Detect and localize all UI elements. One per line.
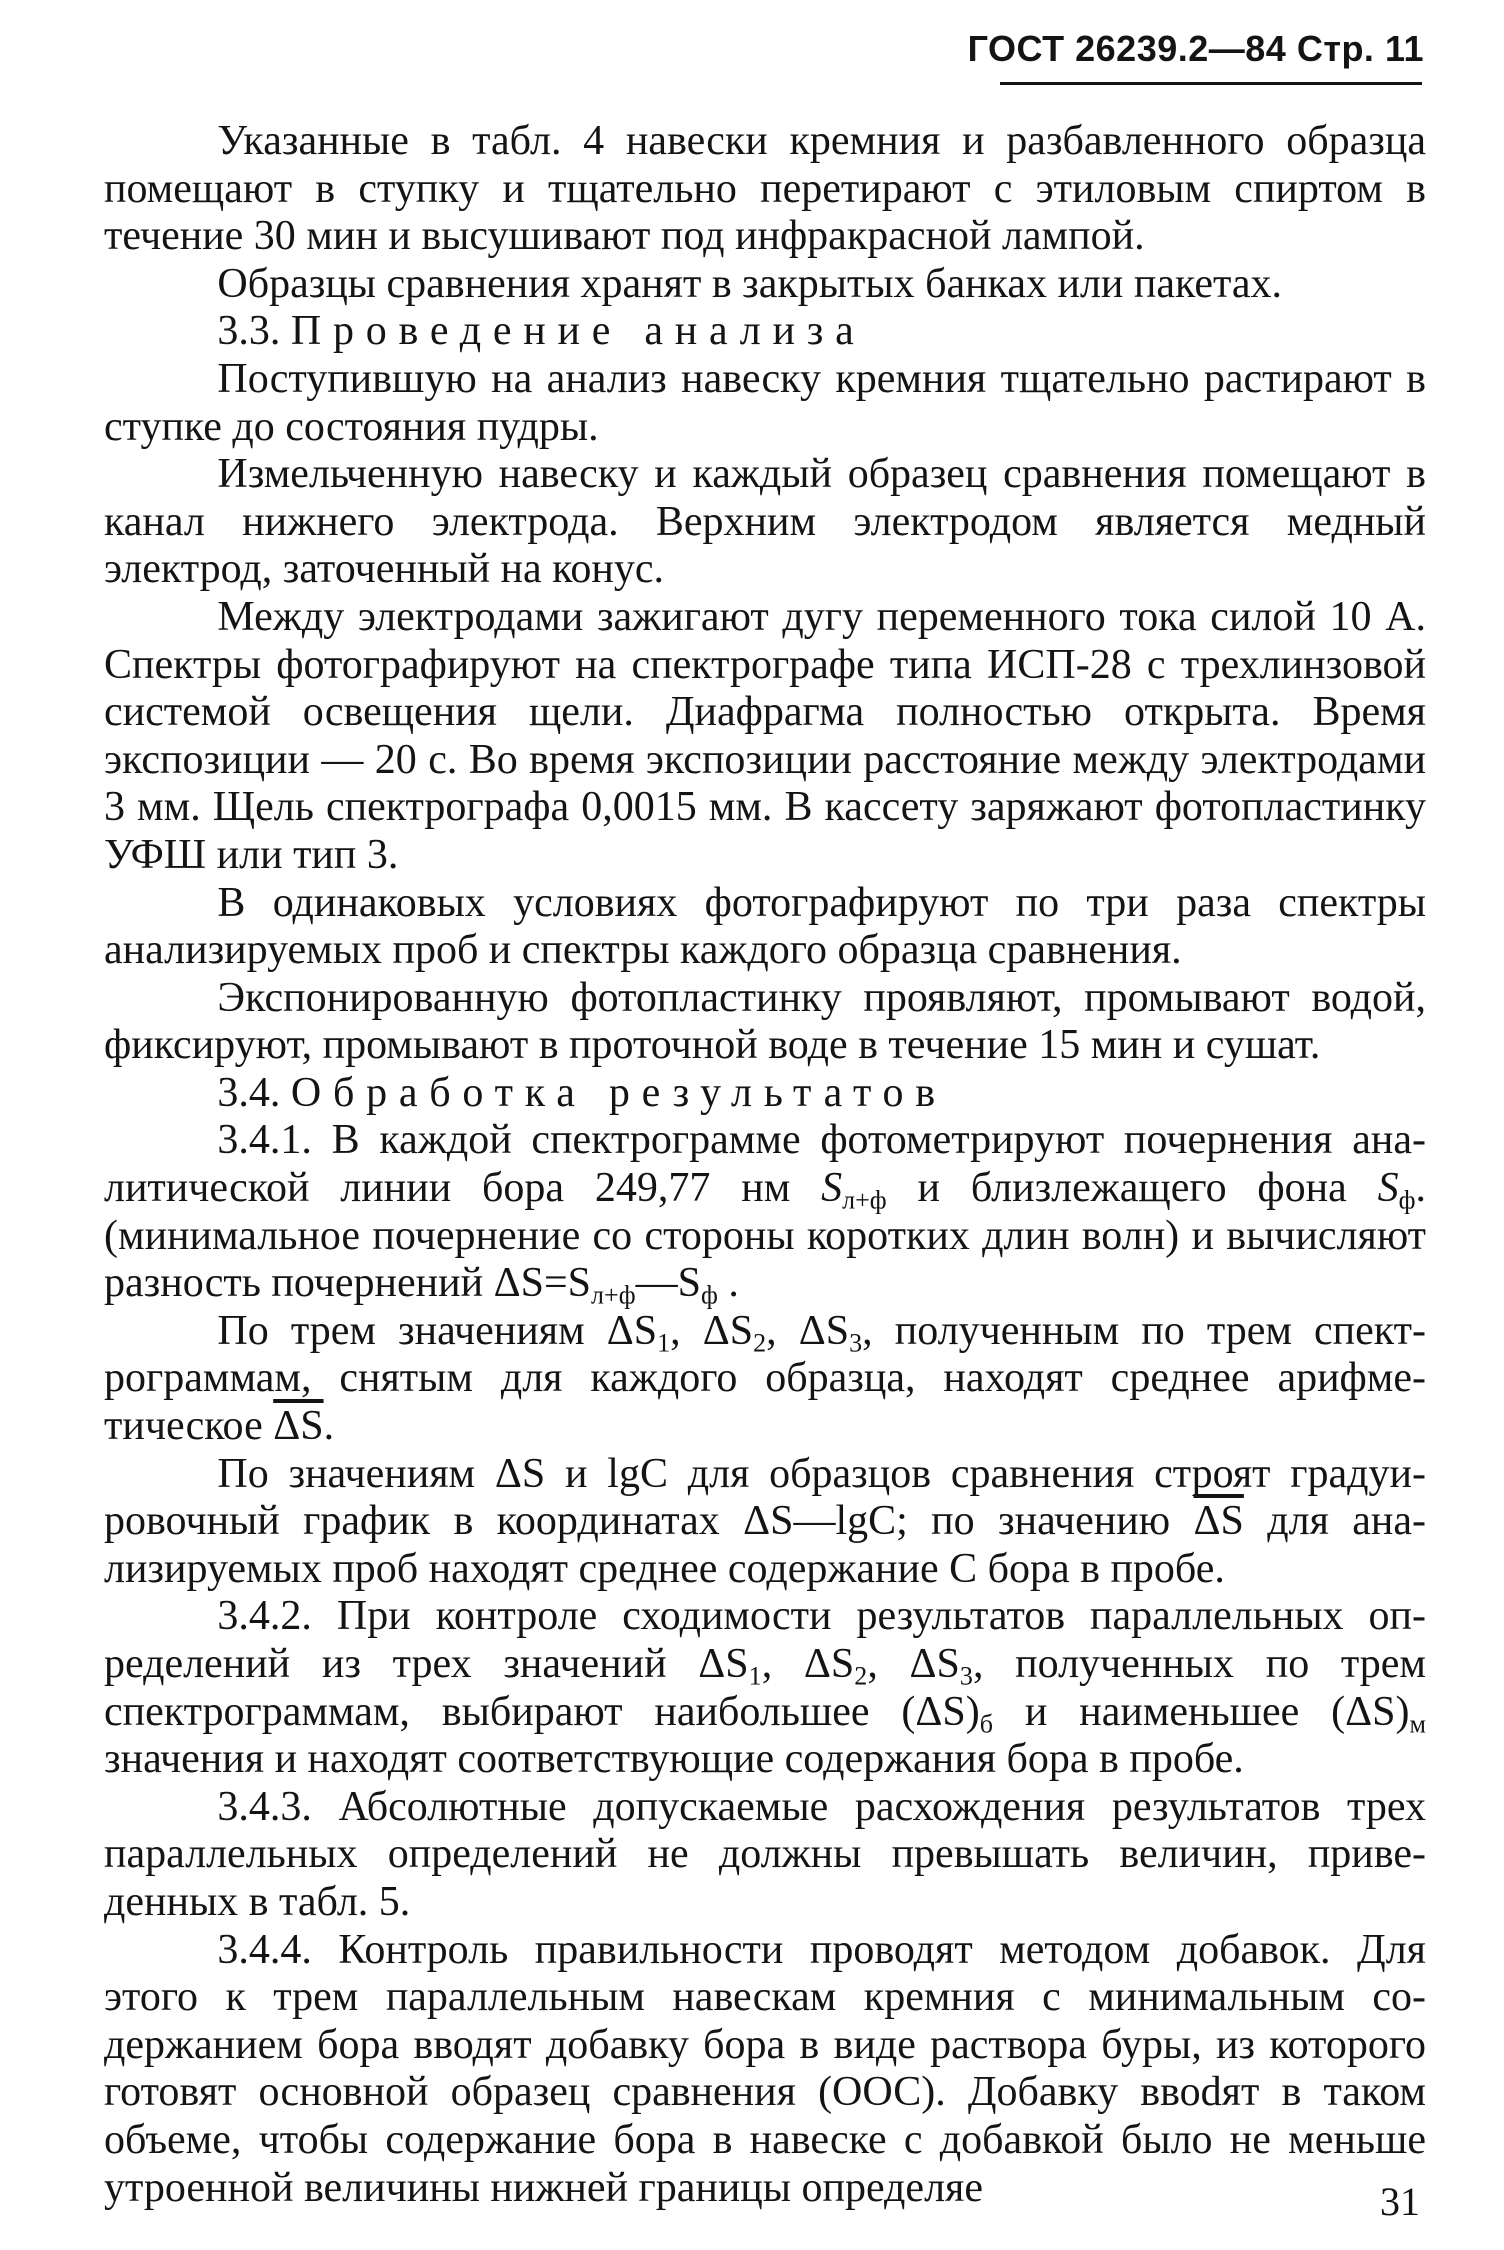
text-run: , ΔS bbox=[761, 1641, 855, 1687]
text-run: 3.4.2. При контроле сходимости результатов параллельных определений из трех значений ΔS bbox=[104, 1593, 1426, 1687]
paragraph: Между электродами зажигают дугу переменного тока силой 10 А. Спектры фотографируют на спектрографе типа ИСП-28 с трехлинзовой системой освещения щели. Диафрагма полностью открыта. Время экспозиции — 20 с. Во время экспозиции расстояние между электродами 3 мм. Щель спектрографа 0,0015 мм. В кассету заряжают фотопластинку УФШ или тип 3. bbox=[104, 593, 1426, 878]
subscript: ф bbox=[700, 1280, 718, 1310]
section-heading-3-4 bbox=[104, 1070, 1426, 1118]
subscript: 3 bbox=[959, 1661, 973, 1691]
subscript: л+ф bbox=[842, 1185, 887, 1215]
header-doc-ref: ГОСТ 26239.2—84 Стр. 11 bbox=[967, 28, 1424, 69]
paragraph: Экспонированную фотопластинку проявляют, промывают водой, фиксируют, промывают в проточной воде в течение 15 мин и сушат. bbox=[104, 974, 1426, 1069]
text-run: и наименьшее (ΔS) bbox=[993, 1688, 1410, 1735]
text-run: для анализируемых проб находят среднее содержание C бора в пробе. bbox=[104, 1498, 1427, 1592]
text-run: 3.4.1. В каждой спектрограмме фотометрируют почернения аналитической линии бора 249,77 нм bbox=[104, 1117, 1426, 1212]
text-run: , полученных по трем спектрограммам, выбирают наибольшее (ΔS) bbox=[104, 1641, 1427, 1735]
text-run: , ΔS bbox=[867, 1641, 960, 1687]
text-run: По значениям ΔS и lgC для образцов сравнения строят градуировочный график в координатах ΔS—lgC; по значению bbox=[104, 1450, 1426, 1545]
section-number: 3.3. bbox=[217, 308, 281, 355]
paragraph: Образцы сравнения хранят в закрытых банках или пакетах. bbox=[217, 260, 1283, 307]
text-run: —S bbox=[635, 1260, 701, 1307]
text-run: . (минимальное почернение со стороны коротких длин волн) и вычисляют разность почернений ΔS=S bbox=[104, 1165, 1426, 1307]
page-header bbox=[968, 28, 1424, 70]
symbol-S: S bbox=[1377, 1165, 1399, 1212]
symbol-S: S bbox=[821, 1165, 843, 1212]
paragraph-3-4-1 bbox=[104, 1117, 1426, 1310]
paragraph: В одинаковых условиях фотографируют по три раза спектры анализируемых проб и спектры каждого образца сравнения. bbox=[104, 879, 1426, 974]
text-run: . bbox=[717, 1260, 739, 1307]
header-rule bbox=[1000, 82, 1422, 85]
text-run: , ΔS bbox=[670, 1307, 754, 1354]
subscript: 2 bbox=[753, 1328, 767, 1358]
section-number: 3.4. bbox=[217, 1069, 281, 1116]
paragraph-3-4-3: 3.4.3. Абсолютные допускаемые расхождения результатов трех параллельных определений не должны превышать величин, приведенных в табл. 5. bbox=[104, 1783, 1426, 1925]
paragraph bbox=[104, 1308, 1426, 1451]
mean-delta-s: $\overline{\Delta S}$ bbox=[273, 1403, 324, 1450]
paragraph: Измельченную навеску и каждый образец сравнения помещают в канал нижнего электрода. Верхним электродом является медный электрод, заточенный на конус. bbox=[104, 451, 1426, 593]
body-text bbox=[104, 118, 1426, 2212]
subscript: 1 bbox=[748, 1661, 762, 1691]
text-run: , ΔS bbox=[766, 1307, 850, 1354]
subscript: б bbox=[979, 1708, 994, 1738]
subscript: м bbox=[1409, 1708, 1427, 1738]
paragraph bbox=[104, 1451, 1426, 1594]
page-number: 31 bbox=[1380, 2179, 1420, 2224]
subscript: ф bbox=[1398, 1185, 1416, 1215]
text-run: , полученным по трем спектрограммам, снятым для каждого образца, находят среднее арифметическое bbox=[104, 1307, 1426, 1450]
subscript: 1 bbox=[657, 1328, 671, 1358]
text-run: . bbox=[323, 1403, 335, 1450]
section-title: Проведение анализа bbox=[290, 308, 866, 355]
text-run: значения и находят соответствующие содержания бора в пробе. bbox=[104, 1736, 1244, 1783]
paragraph: Указанные в табл. 4 навески кремния и разбавленного образца помещают в ступку и тщательно перетирают с этиловым спиртом в течение 30 мин и высушивают под инфракрасной лампой. bbox=[104, 118, 1426, 260]
section-heading-3-3 bbox=[104, 308, 1426, 356]
subscript: 3 bbox=[849, 1328, 863, 1358]
paragraph-3-4-2 bbox=[104, 1593, 1426, 1783]
subscript: л+ф bbox=[591, 1280, 636, 1310]
paragraph: Поступившую на анализ навеску кремния тщательно растирают в ступке до состояния пудры. bbox=[104, 355, 1426, 450]
section-title: Обработка результатов bbox=[290, 1069, 947, 1116]
subscript: 2 bbox=[854, 1661, 868, 1691]
text-run: и близлежащего фона bbox=[886, 1165, 1378, 1212]
text-run: По трем значениям ΔS bbox=[217, 1307, 658, 1354]
paragraph-3-4-4: 3.4.4. Контроль правильности проводят методом добавок. Для этого к трем параллельным навескам кремния с минимальным содержанием бора вводят добавку бора в виде раствора буры, из которого готовят основной образец сравнения (ООС). Добавку ввоdят в таком объеме, чтобы содержание бора в навеске с добавкой было не меньше утроенной величины нижней границы определяе bbox=[104, 1926, 1426, 2211]
mean-delta-s: $\overline{\Delta S}$ bbox=[1193, 1498, 1244, 1545]
